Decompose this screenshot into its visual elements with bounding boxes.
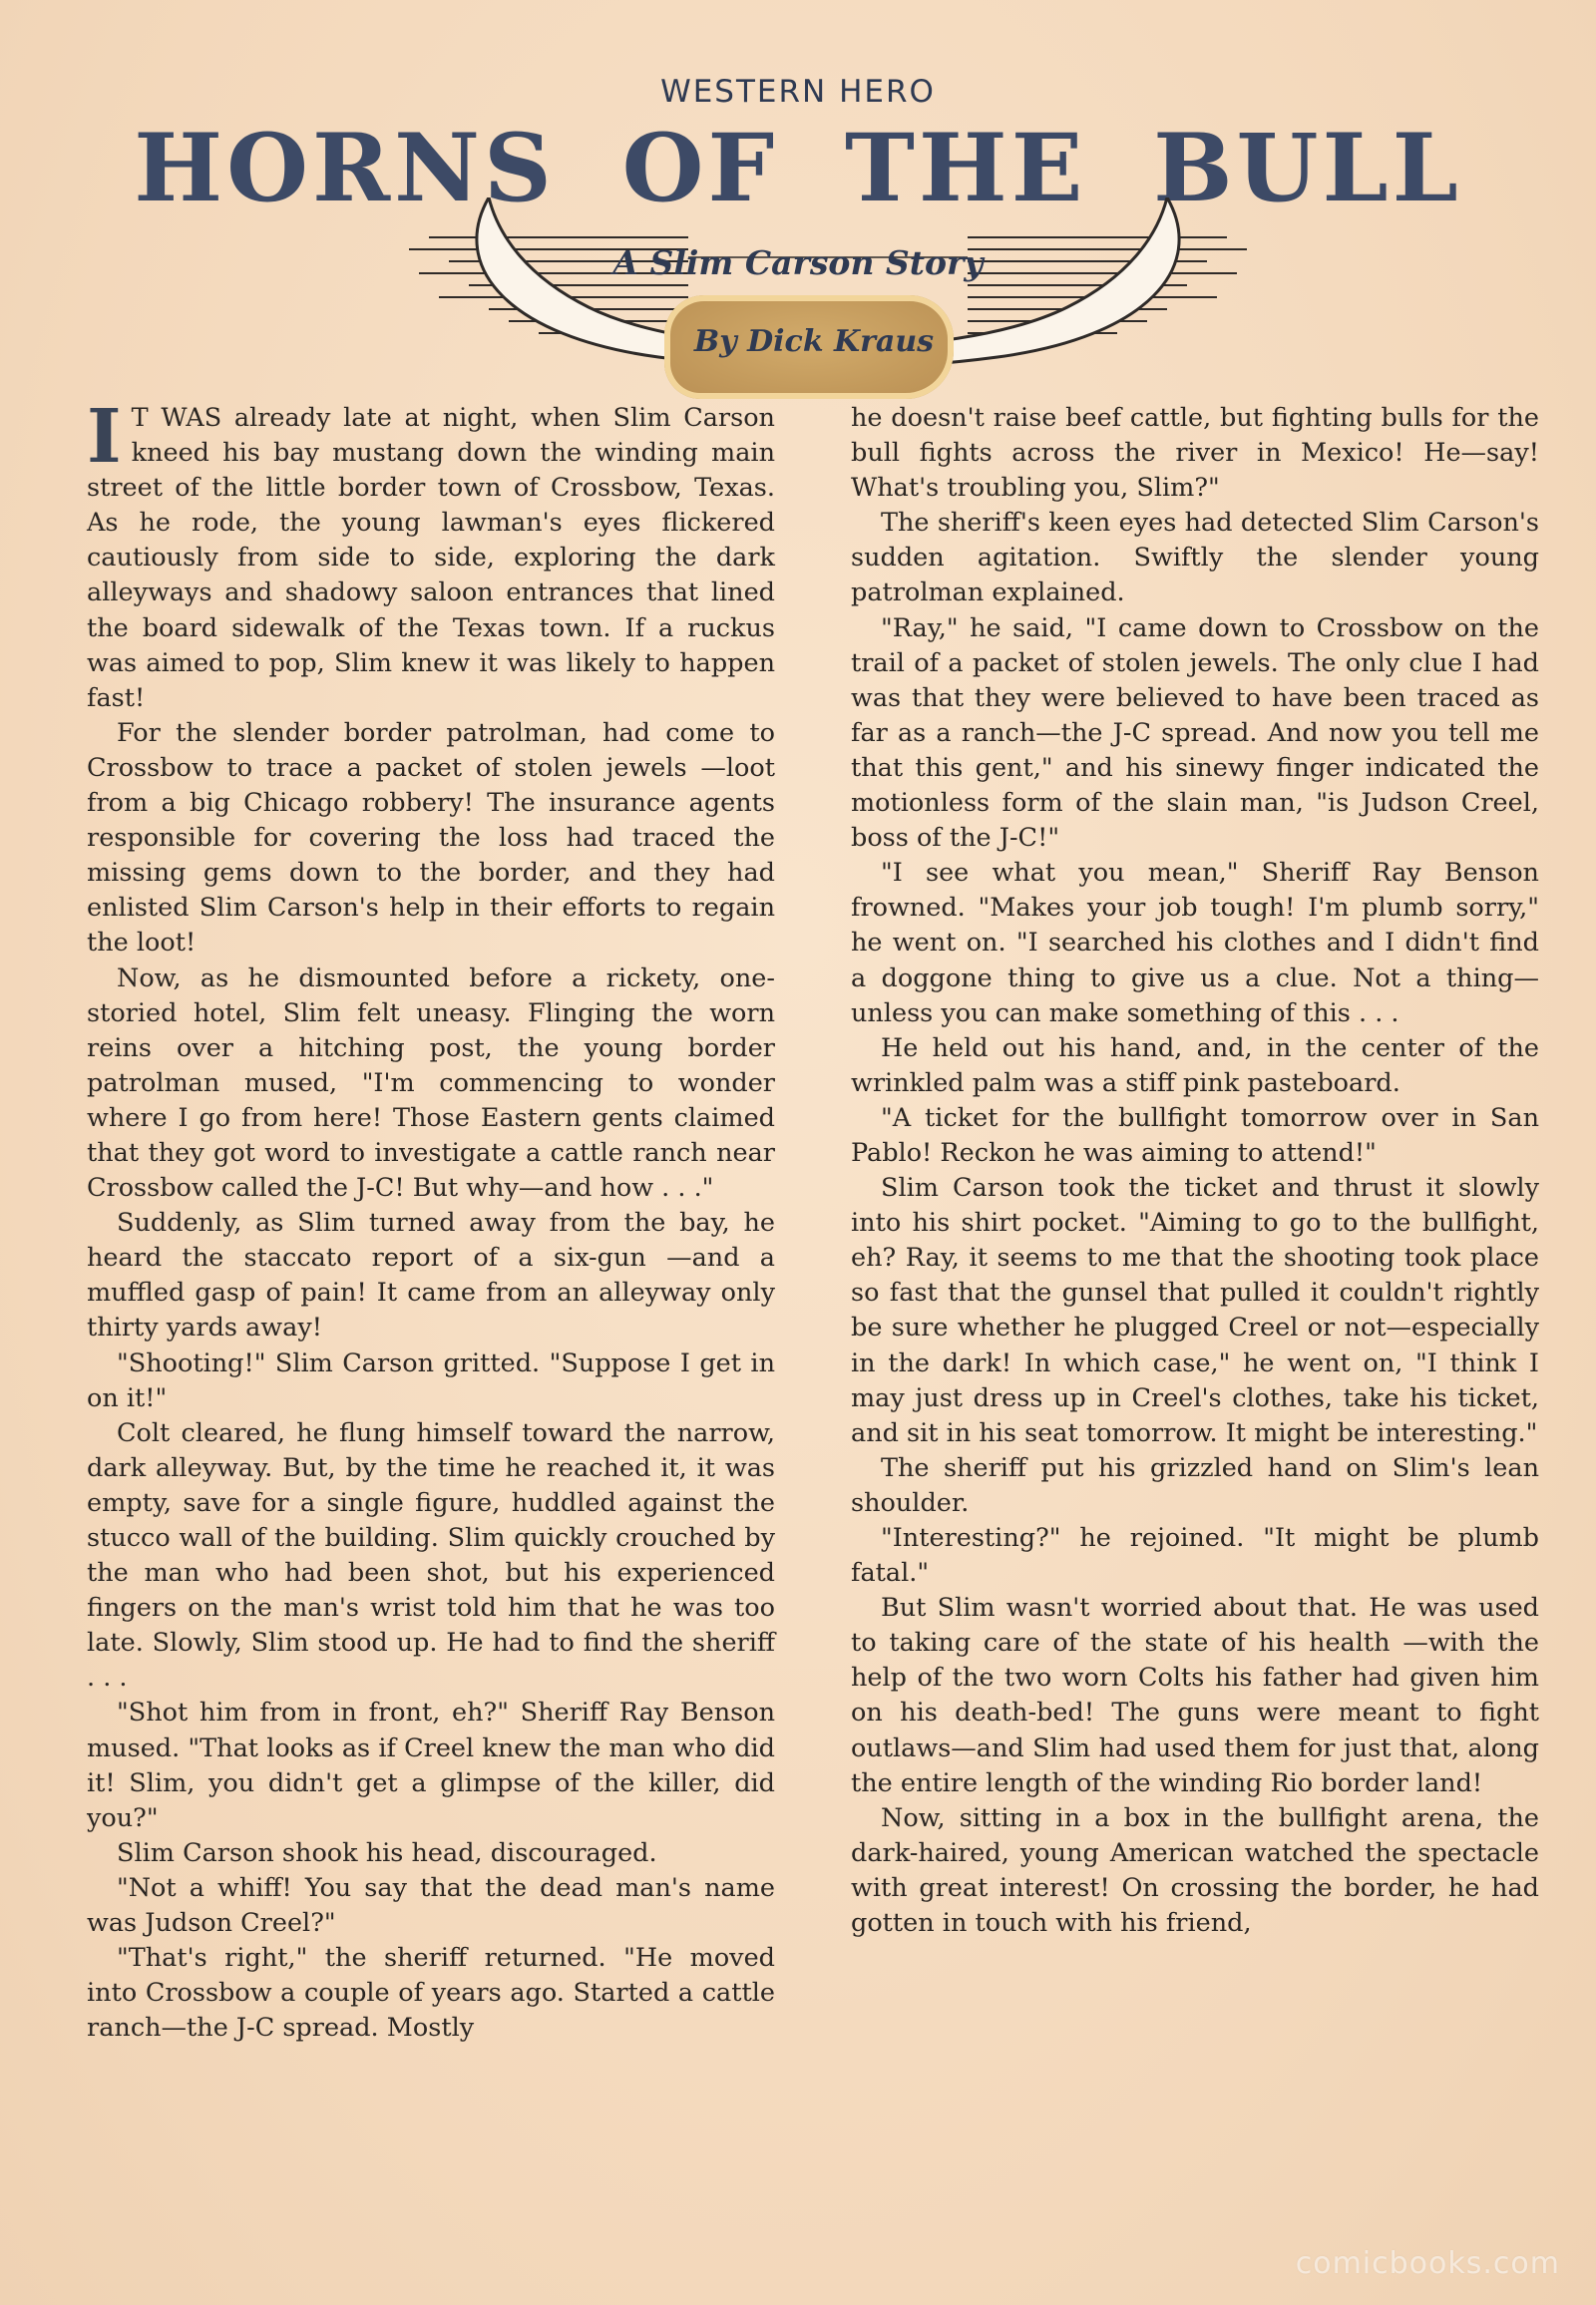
paragraph: Now, sitting in a box in the bullfight arena, the dark-haired, young American watched the spectacle with great interest! On crossing the border, he had gotten in touch with his friend, (851, 1802, 1539, 1939)
paragraph: Slim Carson took the ticket and thrust it slowly into his shirt pocket. "Aiming to go to the bullfight, eh? Ray, it seems to me that the shooting took place so fast that the gunsel that pulled it couldn't rightly be sure whether he plugged Creel or not—especially in the dark! In which case," he went on, "I think I may just dress up in Creel's clothes, take his ticket, and sit in his seat tomorrow. It might be interesting." (851, 1173, 1539, 1448)
drop-cap: I (87, 394, 122, 480)
story-subtitle: A Slim Carson Story (612, 243, 984, 282)
paragraph: Colt cleared, he flung himself toward the narrow, dark alleyway. But, by the time he reached it, it was empty, save for a single figure, huddled against the stucco wall of the building. Slim quickly crouched by the man who had been shot, but his experienced fingers on the man's wrist told him that he was too late. Slowly, Slim stood up. He had to find the sheriff . . . (87, 1417, 775, 1694)
paragraph: he doesn't raise beef cattle, but fighting bulls for the bull fights across the river in Mexico! He—say! What's troubling you, Slim?" (851, 403, 1539, 504)
paragraph: He held out his hand, and, in the center of the wrinkled palm was a stiff pink pasteboard. (851, 1032, 1539, 1098)
byline: By Dick Kraus (693, 324, 935, 359)
paragraph: "I see what you mean," Sheriff Ray Benson frowned. "Makes your job tough! I'm plumb sorry," he went on. "I searched his clothes and I didn't find a doggone thing to give us a clue. Not a thing—unless you can make something of this . . . (851, 858, 1539, 1028)
paragraph: Suddenly, as Slim turned away from the bay, he heard the staccato report of a six-gun —and a muffled gasp of pain! It came from an alleyway only thirty yards away! (87, 1208, 775, 1344)
paragraph: Slim Carson shook his head, discouraged. (117, 1837, 657, 1868)
paragraph: The sheriff's keen eyes had detected Slim Carson's sudden agitation. Swiftly the slender young patrolman explained. (851, 508, 1539, 608)
paragraph: "A ticket for the bullfight tomorrow over in San Pablo! Reckon he was aiming to attend!" (851, 1102, 1539, 1168)
paragraph: The sheriff put his grizzled hand on Slim's lean shoulder. (851, 1452, 1539, 1518)
paragraph: "That's right," the sheriff returned. "He moved into Crossbow a couple of years ago. Started a cattle ranch—the J-C spread. Mostly (87, 1943, 775, 2044)
paragraph: "Ray," he said, "I came down to Crossbow on the trail of a packet of stolen jewels. The only clue I had was that they were believed to have been traced as far as a ranch—the J-C spread. And now you tell me that this gent," and his sinewy finger indicated the motionless form of the slain man, "is Judson Creel, boss of the J-C!" (851, 612, 1539, 854)
paragraph: "Shooting!" Slim Carson gritted. "Suppose I get in on it!" (87, 1347, 775, 1413)
paragraph: But Slim wasn't worried about that. He was used to taking care of the state of his health —with the help of the two worn Colts his father had given him on his death-bed! The guns were meant to fight outlaws—and Slim had used them for just that, along the entire length of the winding Rio border land! (851, 1593, 1539, 1798)
magazine-name: WESTERN HERO (660, 74, 936, 110)
paragraph: "Shot him from in front, eh?" Sheriff Ray Benson mused. "That looks as if Creel knew the man who did it! Slim, you didn't get a glimpse of the killer, did you?" (87, 1698, 775, 1833)
left-column (87, 394, 775, 2046)
story-title: HORNS OF THE BULL (134, 114, 1462, 223)
paragraph: "Not a whiff! You say that the dead man's name was Judson Creel?" (87, 1872, 775, 1939)
site-watermark: comicbooks.com (1295, 2246, 1560, 2281)
paragraph: For the slender border patrolman, had come to Crossbow to trace a packet of stolen jewels —loot from a big Chicago robbery! The insurance agents responsible for covering the loss had traced the missing gems down to the border, and they had enlisted Slim Carson's help in their efforts to regain the loot! (87, 717, 775, 959)
paragraph: Now, as he dismounted before a rickety, one-storied hotel, Slim felt uneasy. Flinging the worn reins over a hitching post, the young border patrolman mused, "I'm commencing to wonder where I go from here! Those Eastern gents claimed that they got word to investigate a cattle ranch near Crossbow called the J-C! But why—and how . . ." (87, 962, 775, 1204)
paragraph: I T WAS already late at night, when Slim Carson kneed his bay mustang down the winding main street of the little border town of Crossbow, Texas. As he rode, the young lawman's eyes flickered cautiously from side to side, exploring the dark alleyways and shadowy saloon entrances that lined the board sidewalk of the Texas town. If a ruckus was aimed to pop, Slim knew it was likely to happen fast! (87, 394, 775, 713)
right-column (851, 401, 1539, 1941)
paragraph: "Interesting?" he rejoined. "It might be plumb fatal." (851, 1523, 1539, 1589)
